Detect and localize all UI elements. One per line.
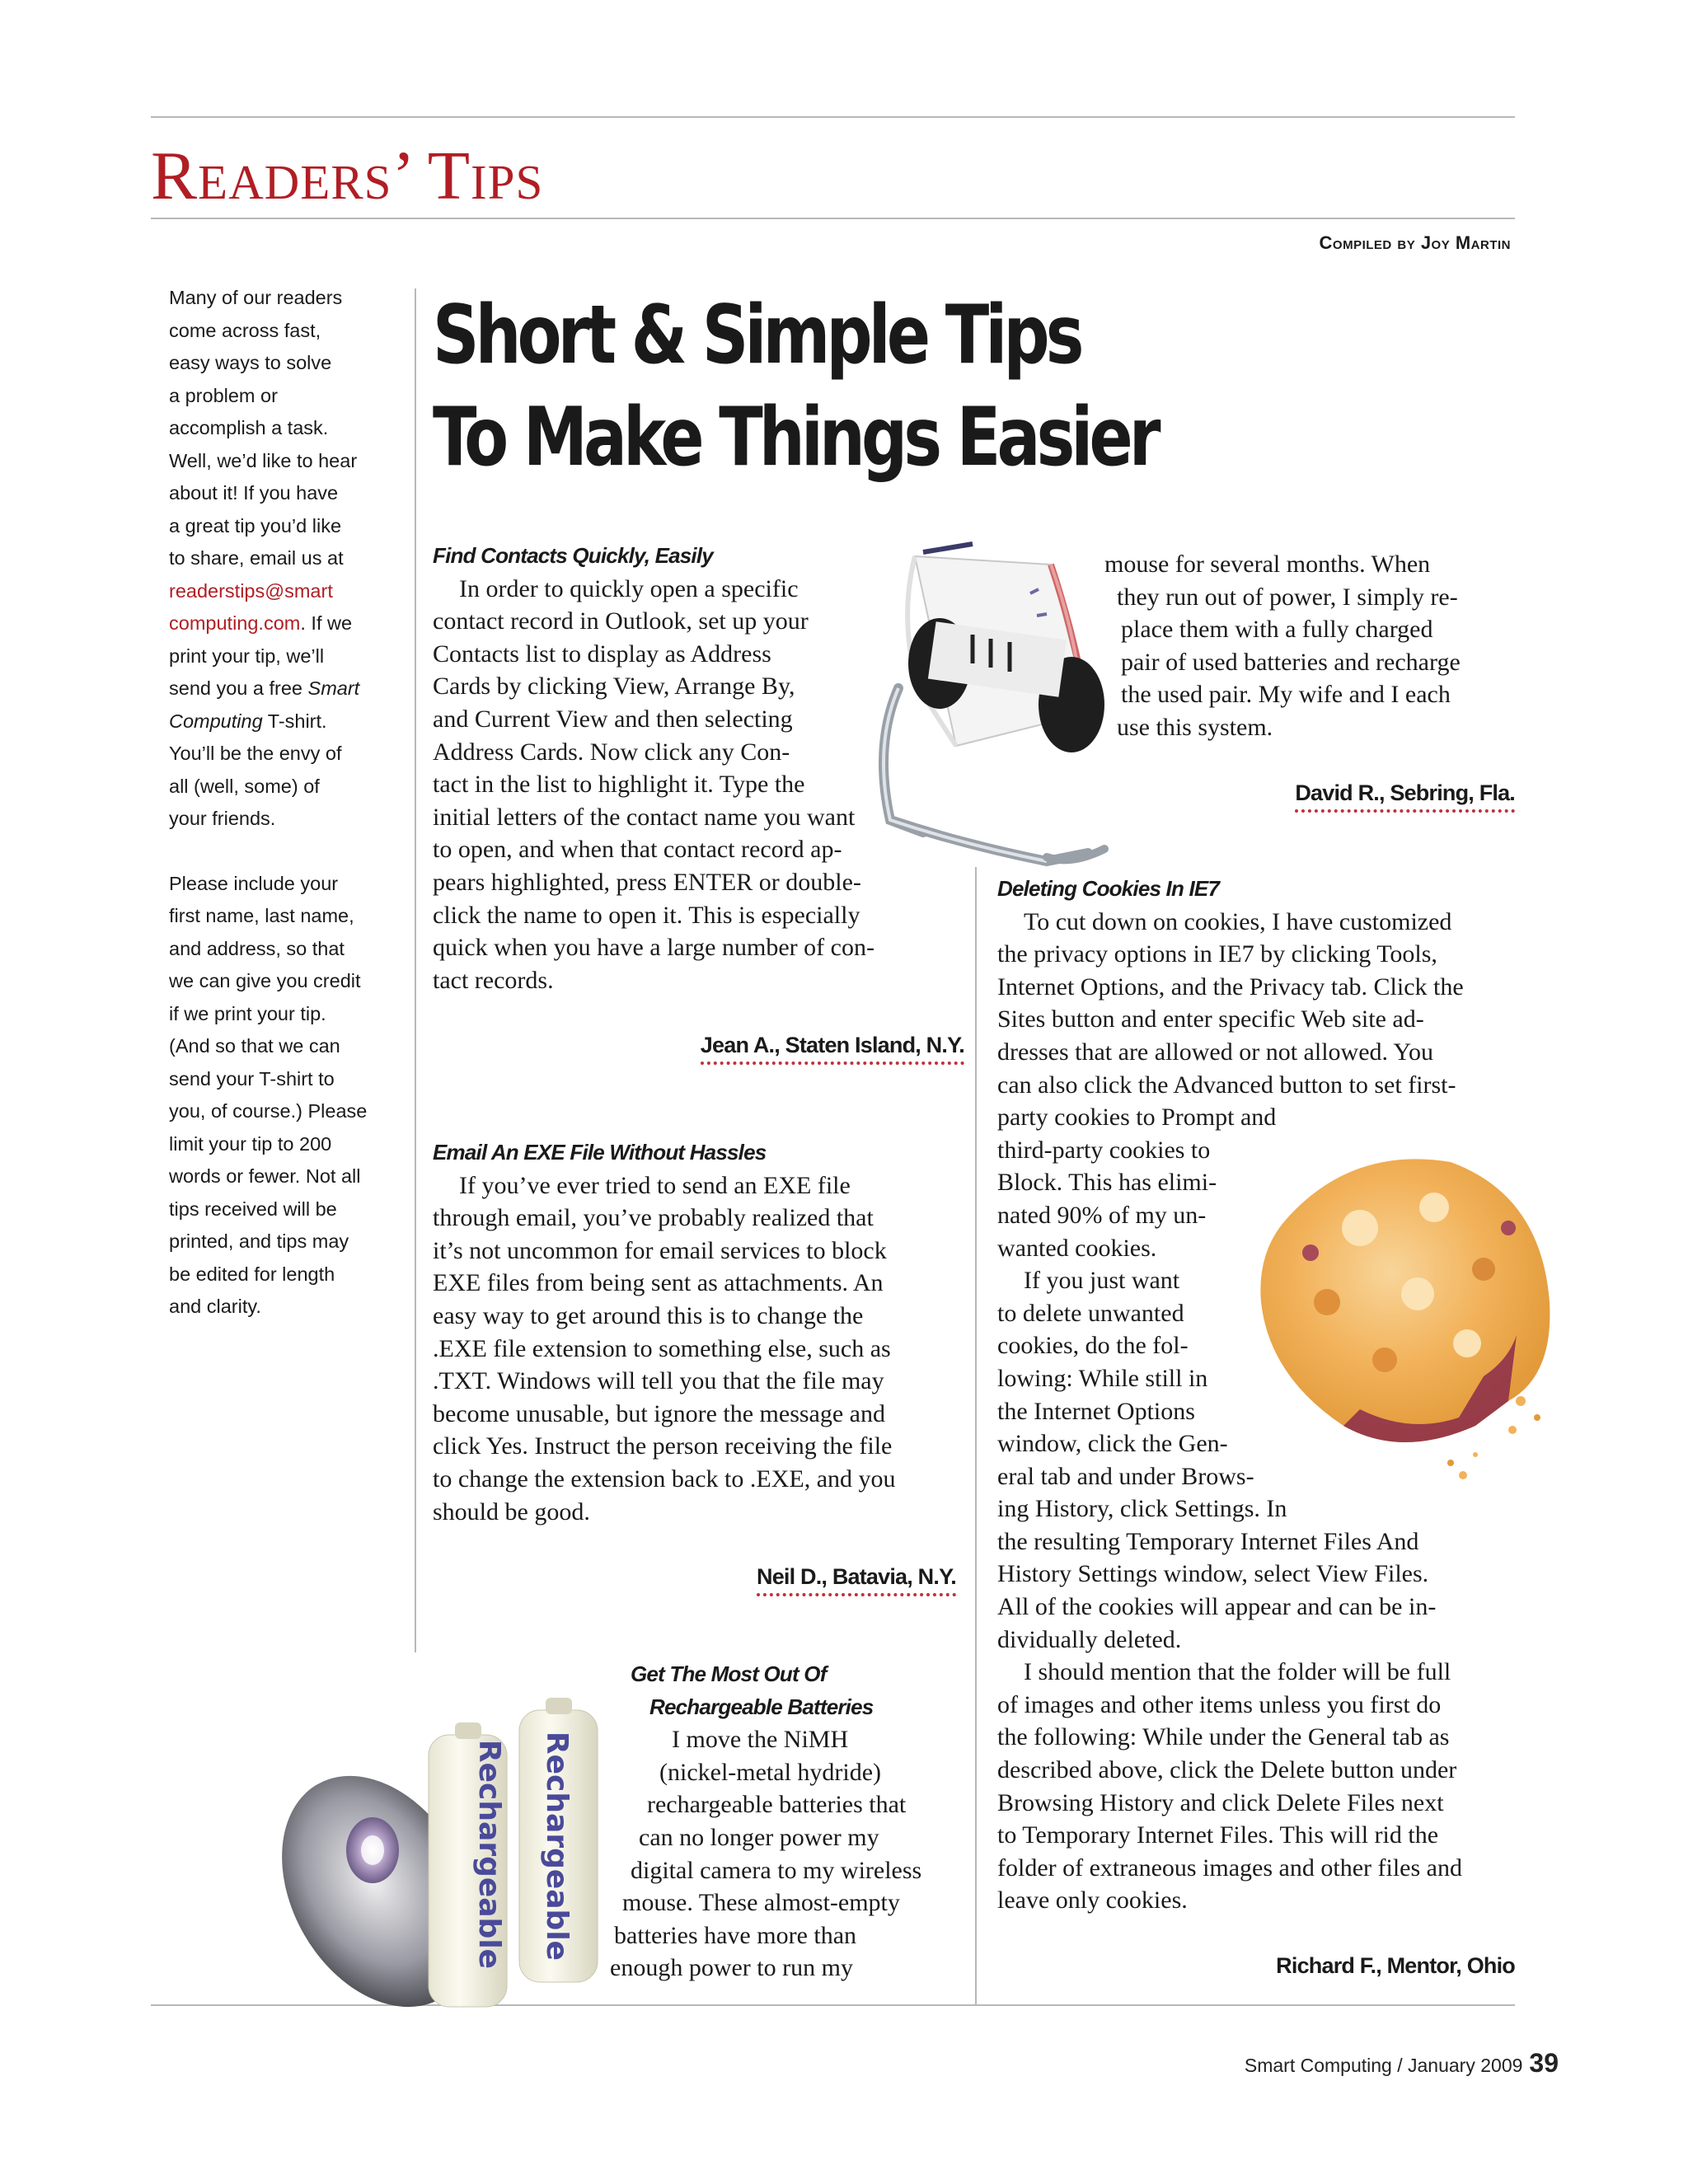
text-line: the Internet Options — [997, 1397, 1195, 1425]
text-line: to share, email us at — [169, 547, 344, 569]
text-line: EXE files from being sent as attachments. An — [433, 1269, 884, 1297]
headline — [433, 284, 1157, 489]
text-line: Browsing History and click Delete Files next — [997, 1788, 1444, 1816]
text-line: I move the NiMH — [672, 1726, 849, 1754]
tip-contacts — [433, 540, 964, 1062]
text-line: the resulting Temporary Internet Files And — [997, 1527, 1419, 1555]
text-line: of images and other items unless you first do — [997, 1690, 1442, 1718]
text-line: Address Cards. Now click any Con- — [433, 738, 790, 766]
text-line: rechargeable batteries that — [647, 1791, 907, 1819]
footer-text: Smart Computing / January 2009 — [1244, 2055, 1523, 2076]
text-line: third-party cookies to — [997, 1136, 1211, 1164]
text-line: lowing: While still in — [997, 1364, 1208, 1392]
battery-label: Rechargeable — [472, 1739, 506, 1970]
sidebar-text: send you a free — [169, 677, 308, 699]
text-line: initial letters of the contact name you want — [433, 803, 856, 831]
tip-heading: Rechargeable Batteries — [649, 1694, 874, 1719]
text-line: (And so that we can — [169, 1035, 340, 1057]
text-line: enough power to run my — [610, 1954, 853, 1982]
tip-body — [1104, 548, 1517, 744]
sidebar-intro-b — [169, 640, 400, 673]
text-line: tips received will be — [169, 1197, 337, 1220]
tip-heading: Find Contacts Quickly, Easily — [433, 543, 713, 568]
text-line: All of the cookies will appear and can be in- — [997, 1593, 1437, 1621]
tip-body — [433, 1169, 956, 1529]
text-line: ing History, click Settings. In — [997, 1495, 1287, 1523]
text-line: If you just want — [1024, 1267, 1180, 1295]
text-line: all (well, some) of — [169, 775, 320, 797]
text-line: batteries have more than — [614, 1921, 857, 1949]
text-line: Many of our readers — [169, 287, 343, 308]
headline-line-1: Short & Simple Tips — [433, 288, 1081, 382]
text-line: I should mention that the folder will be full — [1024, 1658, 1451, 1686]
text-line: History Settings window, select View Files. — [997, 1560, 1429, 1588]
headline-line-2: To Make Things Easier — [433, 391, 1157, 485]
text-line: To cut down on cookies, I have customized — [1024, 907, 1452, 935]
text-line: folder of extraneous images and other files and — [997, 1854, 1462, 1882]
text-line: You’ll be the envy of — [169, 743, 342, 764]
text-line: If you’ve ever tried to send an EXE file — [459, 1171, 851, 1199]
tip-signature: Jean A., Staten Island, N.Y. — [701, 1033, 964, 1065]
text-line: they run out of power, I simply re- — [1117, 583, 1458, 611]
column-divider — [975, 867, 977, 2004]
text-line: and clarity. — [169, 1296, 261, 1317]
text-line: Block. This has elimi- — [997, 1169, 1217, 1197]
text-line: come across fast, — [169, 319, 321, 341]
text-line: to open, and when that contact record ap- — [433, 836, 842, 864]
text-line: dresses that are allowed or not allowed. You — [997, 1038, 1434, 1066]
sidebar-text: . If we — [300, 612, 353, 634]
tip-batteries-continued — [1104, 548, 1517, 744]
text-line: and Current View and then selecting — [433, 705, 793, 733]
text-line: dividually deleted. — [997, 1625, 1182, 1653]
text-line: the following: While under the General tab as — [997, 1723, 1450, 1751]
tip-cookies — [997, 873, 1525, 1982]
text-line: easy way to get around this is to change the — [433, 1301, 864, 1329]
text-line: the used pair. My wife and I each — [1121, 681, 1451, 709]
text-line: to Temporary Internet Files. This will rid the — [997, 1821, 1439, 1849]
text-line: quick when you have a large number of con- — [433, 934, 874, 962]
text-line: Cards by clicking View, Arrange By, — [433, 673, 795, 701]
text-line: pair of used batteries and recharge — [1121, 648, 1461, 676]
text-line: send your T-shirt to — [169, 1067, 335, 1090]
tip-body — [602, 1723, 973, 1985]
text-line: words or fewer. Not all — [169, 1165, 361, 1187]
section-title: Readers’ Tips — [151, 138, 544, 214]
text-line: can also click the Advanced button to set first- — [997, 1071, 1456, 1099]
sidebar-intro-c — [169, 738, 400, 836]
text-line: accomplish a task. — [169, 417, 329, 438]
text-line: through email, you’ve probably realized that — [433, 1204, 874, 1232]
page-footer — [1245, 2048, 1559, 2079]
text-line: print your tip, we’ll — [169, 644, 325, 667]
text-line: leave only cookies. — [997, 1886, 1188, 1915]
tip-batteries — [602, 1658, 973, 1985]
sidebar-instructions — [169, 868, 400, 1324]
text-line: printed, and tips may — [169, 1230, 349, 1252]
text-line: to delete unwanted — [997, 1299, 1184, 1327]
text-line: Contacts list to display as Address — [433, 640, 771, 668]
text-line: to change the extension back to .EXE, and you — [433, 1465, 896, 1493]
text-line: limit your tip to 200 — [169, 1132, 332, 1155]
sidebar-intro — [169, 282, 400, 575]
text-line: and address, so that — [169, 937, 345, 959]
text-line: digital camera to my wireless — [631, 1856, 922, 1884]
email-link[interactable]: readerstips@smart — [169, 579, 333, 602]
text-line: a problem or — [169, 384, 278, 406]
text-line: Internet Options, and the Privacy tab. Click the — [997, 972, 1464, 1001]
tip-heading: Get The Most Out Of — [631, 1661, 827, 1686]
tip-exe — [433, 1137, 956, 1593]
magazine-name: Computing — [169, 710, 263, 732]
text-line: it’s not uncommon for email services to block — [433, 1236, 887, 1264]
text-line: mouse for several months. When — [1104, 551, 1431, 578]
text-line: .EXE file extension to something else, such as — [433, 1334, 891, 1362]
text-line: pears highlighted, press ENTER or double- — [433, 868, 861, 896]
text-line: tact in the list to highlight it. Type the — [433, 771, 805, 799]
text-line: eral tab and under Brows- — [997, 1462, 1254, 1490]
sidebar — [169, 282, 400, 1324]
text-line: described above, click the Delete button under — [997, 1756, 1457, 1784]
text-line: if we print your tip. — [169, 1002, 326, 1024]
batteries-mouse-image — [280, 1685, 626, 2015]
text-line: Well, we’d like to hear — [169, 449, 358, 471]
text-line: Sites button and enter specific Web site ad- — [997, 1005, 1424, 1033]
tip-heading: Deleting Cookies In IE7 — [997, 876, 1220, 901]
text-line: can no longer power my — [639, 1823, 879, 1851]
text-line: your friends. — [169, 808, 276, 829]
page-number: 39 — [1529, 2048, 1559, 2078]
text-line: .TXT. Windows will tell you that the file may — [433, 1367, 884, 1395]
text-line: party cookies to Prompt and — [997, 1104, 1277, 1132]
tip-signature: David R., Sebring, Fla. — [1295, 780, 1515, 813]
text-line: cookies, do the fol- — [997, 1332, 1189, 1360]
battery-label: Rechargeable — [540, 1731, 574, 1961]
text-line: (nickel-metal hydride) — [659, 1758, 882, 1786]
text-line: should be good. — [433, 1497, 590, 1526]
tip-body — [433, 573, 964, 997]
tip-heading: Email An EXE File Without Hassles — [433, 1140, 767, 1165]
sidebar-divider — [415, 288, 416, 1652]
tip-signature: Richard F., Mentor, Ohio — [1276, 1952, 1515, 1978]
text-line: contact record in Outlook, set up your — [433, 607, 809, 635]
text-line: click the name to open it. This is especially — [433, 901, 860, 929]
text-line: be edited for length — [169, 1263, 335, 1285]
text-line: the privacy options in IE7 by clicking Tools, — [997, 940, 1437, 968]
text-line: place them with a fully charged — [1121, 616, 1433, 644]
text-line: first name, last name, — [169, 905, 354, 926]
text-line: tact records. — [433, 966, 554, 994]
text-line: In order to quickly open a specific — [459, 574, 799, 602]
tip-signature: Neil D., Batavia, N.Y. — [757, 1564, 956, 1596]
byline: Compiled by Joy Martin — [1319, 232, 1511, 253]
text-line: click Yes. Instruct the person receiving the file — [433, 1432, 893, 1460]
tip-body — [997, 906, 1525, 1917]
text-line: you, of course.) Please — [169, 1100, 368, 1122]
text-line: nated 90% of my un- — [997, 1201, 1207, 1229]
top-rule — [151, 116, 1515, 118]
text-line: use this system. — [1117, 713, 1273, 741]
sidebar-text: T-shirt. — [262, 710, 327, 732]
text-line: window, click the Gen- — [997, 1430, 1228, 1458]
magazine-name: Smart — [307, 677, 360, 699]
text-line: wanted cookies. — [997, 1234, 1157, 1262]
text-line: a great tip you’d like — [169, 514, 342, 537]
text-line: become unusable, but ignore the message and — [433, 1399, 885, 1427]
text-line: about it! If you have — [169, 482, 339, 504]
email-link-cont[interactable]: computing.com — [169, 612, 301, 634]
text-line: mouse. These almost-empty — [622, 1889, 900, 1917]
text-line: easy ways to solve — [169, 352, 332, 373]
tip-batteries-signature — [997, 777, 1515, 810]
text-line: Please include your — [169, 872, 339, 894]
title-rule — [151, 218, 1515, 219]
text-line: we can give you credit — [169, 970, 361, 991]
